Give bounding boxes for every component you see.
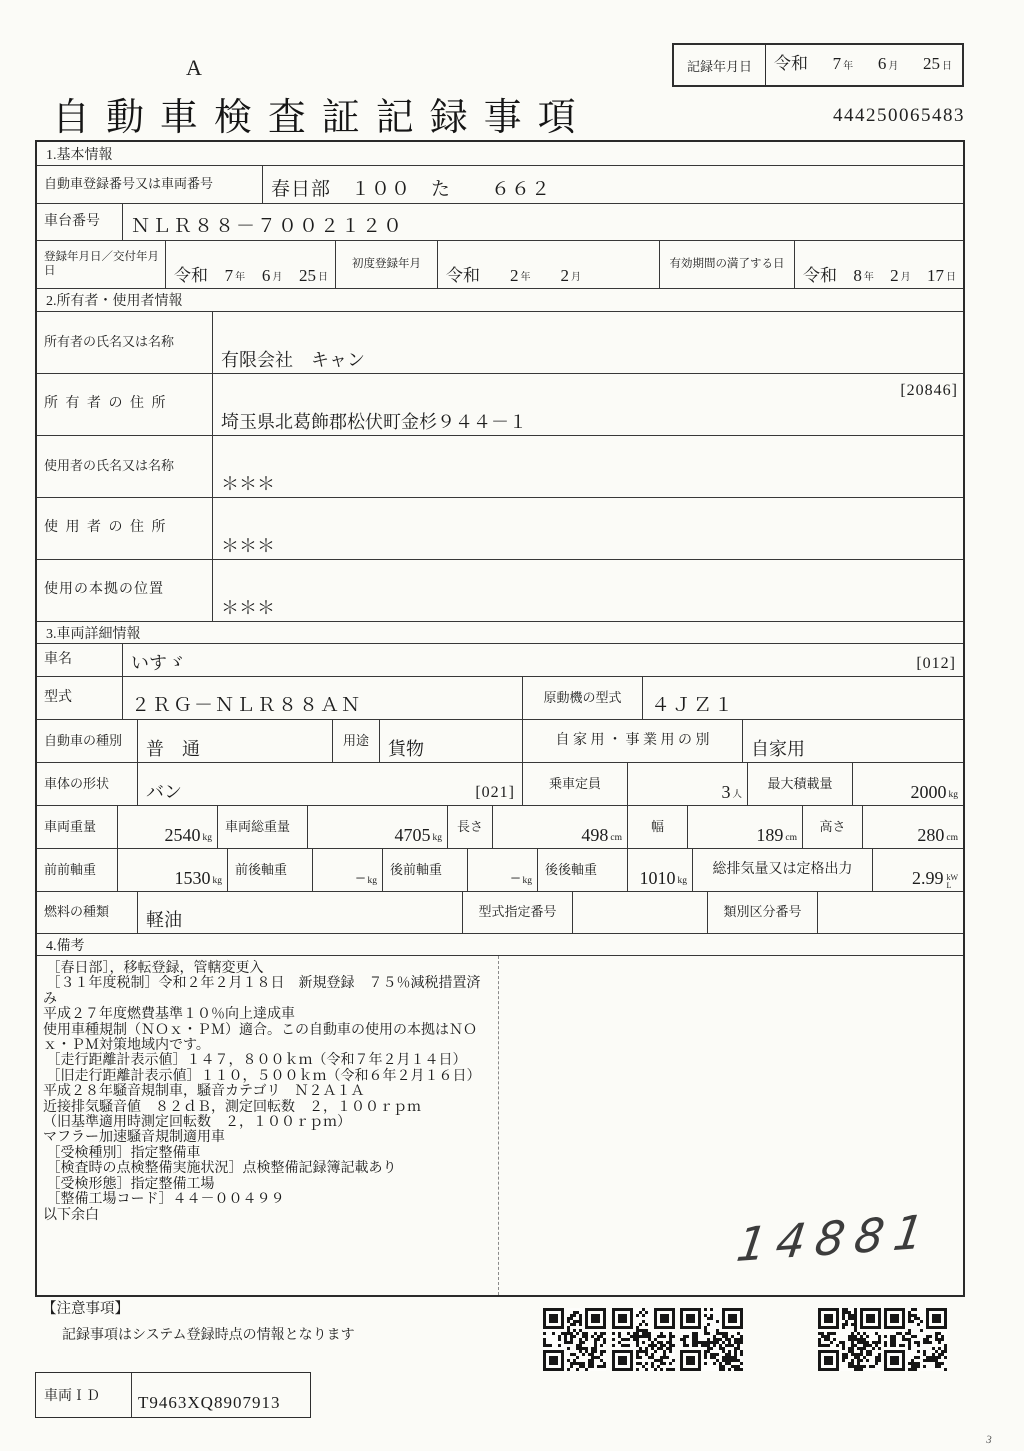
certificate-table xyxy=(35,140,965,1297)
weight-value: 2540 kg xyxy=(117,806,217,848)
remark-line: ［受検種別］指定整備車 xyxy=(43,1145,201,1161)
corner-scan-mark: 3 xyxy=(984,1433,993,1447)
date-day: 25 日 xyxy=(298,266,328,286)
private-business-label: 自 家 用 ・ 事 業 用 の 別 xyxy=(522,720,742,762)
first-registration-date xyxy=(446,267,652,285)
section-vehicle-heading: 3.車両詳細情報 xyxy=(37,621,963,643)
remark-line: ［走行距離計表示値］１４７，８００ｋｍ（令和７年２月１４日） xyxy=(43,1053,467,1069)
engine-model-value: ４ＪＺ１ xyxy=(642,677,963,719)
expiry-date-value xyxy=(794,241,963,288)
length-label: 長さ xyxy=(447,806,492,848)
owner-address-code: [20846] xyxy=(900,382,958,399)
row-fuel-type xyxy=(37,891,963,933)
max-load-label: 最大積載量 xyxy=(747,763,852,805)
vehicle-id-label: 車両ＩＤ xyxy=(36,1373,132,1417)
row-registration-number xyxy=(37,165,963,203)
base-location-value: ＊＊＊ xyxy=(212,560,963,621)
date-month: 6 月 xyxy=(877,54,899,73)
model-label: 型式 xyxy=(44,689,72,705)
height-label: 高さ xyxy=(802,806,862,848)
remark-line: ［春日部］，移転登録，管轄変更入 xyxy=(43,961,264,976)
expiry-date xyxy=(803,267,956,285)
base-location-label: 使用の本拠の位置 xyxy=(44,582,164,598)
row-base-location xyxy=(37,559,963,621)
remark-line: 平成２７年度燃費基準１０％向上達成車 xyxy=(43,1007,295,1023)
registration-number-label: 自動車登録番号又は車両番号 xyxy=(44,176,214,192)
expiry-date-label: 有効期間の満了する日 xyxy=(659,241,794,288)
row-owner-address xyxy=(37,373,963,435)
row-user-address xyxy=(37,497,963,559)
date-year: 7 年 xyxy=(832,54,854,73)
category-value: 普 通 xyxy=(137,720,332,762)
row-vehicle-name xyxy=(37,643,963,676)
owner-name-label: 所有者の氏名又は名称 xyxy=(44,334,175,350)
remark-line: ［３１年度税制］令和２年２月１８日 新規登録 ７５％減税措置済 xyxy=(43,976,481,992)
registration-number-value: 春日部 １００ た ６６２ xyxy=(262,166,963,203)
chassis-number-label: 車台番号 xyxy=(44,213,100,229)
section-owner-heading: 2.所有者・使用者情報 xyxy=(37,288,963,311)
row-chassis-number xyxy=(37,203,963,240)
model-value: ２ＲＧ－ＮＬＲ８８ＡＮ xyxy=(122,677,522,719)
displacement-label: 総排気量又は定格出力 xyxy=(692,849,872,891)
user-name-label: 使用者の氏名又は名称 xyxy=(44,458,175,474)
row-weights-dimensions xyxy=(37,805,963,848)
capacity-label: 乗車定員 xyxy=(522,763,627,805)
first-registration-label: 初度登録年月 xyxy=(335,241,437,288)
remark-line: ［検査時の点検整備実施状況］点検整備記録簿記載あり xyxy=(43,1161,397,1177)
section-remarks-heading: 4.備考 xyxy=(37,933,963,955)
date-day: 25 日 xyxy=(922,54,952,73)
axle-rf-value: − kg xyxy=(467,849,537,891)
notice-title: 【注意事項】 xyxy=(42,1301,129,1317)
date-year: 2 年 xyxy=(510,266,531,286)
body-shape-value: バン [021] xyxy=(137,763,522,805)
axle-fr-value: − kg xyxy=(312,849,382,891)
class-code-value xyxy=(817,892,963,933)
section-basic-heading: 1.基本情報 xyxy=(46,147,113,163)
width-label: 幅 xyxy=(627,806,687,848)
vehicle-name-label: 車名 xyxy=(44,651,72,667)
remark-line: ［整備工場コード］４４－００４９９ xyxy=(43,1192,285,1208)
registration-date xyxy=(174,267,328,285)
axle-rr-label: 後後軸重 xyxy=(537,849,627,891)
private-business-value: 自家用 xyxy=(742,720,963,762)
row-user-name xyxy=(37,435,963,497)
fuel-label: 燃料の種類 xyxy=(44,904,110,920)
notice-body: 記録事項はシステム登録時点の情報となります xyxy=(62,1328,355,1343)
user-name-value: ＊＊＊ xyxy=(212,436,963,497)
date-month: 2 月 xyxy=(890,266,911,286)
remark-line: ｘ・ＰＭ対策地域内です。 xyxy=(43,1038,210,1054)
user-address-value: ＊＊＊ xyxy=(212,498,963,559)
remarks-box xyxy=(37,955,963,1295)
width-value: 189 cm xyxy=(687,806,802,848)
era-text: 令和 xyxy=(774,54,808,73)
date-day: 17 日 xyxy=(926,266,956,286)
remarks-text-column xyxy=(37,956,499,1295)
owner-name-value: 有限会社 キャン xyxy=(212,312,963,373)
first-registration-value xyxy=(437,241,659,288)
doc-serial-number: 444250065483 xyxy=(833,105,965,126)
owner-address-label: 所 有 者 の 住 所 xyxy=(44,396,168,412)
vehicle-id-box xyxy=(35,1372,311,1418)
body-shape-label: 車体の形状 xyxy=(44,775,110,791)
remark-line: ［旧走行距離計表示値］１１０，５００ｋｍ（令和６年２月１６日） xyxy=(43,1068,481,1084)
axle-fr-label: 前後軸重 xyxy=(227,849,312,891)
record-date xyxy=(774,49,952,74)
remark-line: ［受検形態］指定整備工場 xyxy=(43,1176,215,1192)
row-category-use xyxy=(37,719,963,762)
date-year: 7 年 xyxy=(224,266,246,286)
user-address-label: 使 用 者 の 住 所 xyxy=(44,520,168,536)
record-date-value xyxy=(766,45,962,85)
qr-code xyxy=(818,1308,881,1371)
use-label: 用途 xyxy=(332,720,379,762)
vehicle-name-code: [012] xyxy=(916,655,956,673)
gross-weight-label: 車両総重量 xyxy=(217,806,307,848)
row-dates xyxy=(37,240,963,288)
height-value: 280 cm xyxy=(862,806,963,848)
body-shape-code: [021] xyxy=(475,784,515,802)
era-text: 令和 xyxy=(174,266,208,286)
remark-line: 使用車種規制（ＮＯｘ・ＰＭ）適合。この自動車の使用の本拠はＮＯ xyxy=(43,1022,477,1038)
vehicle-name-value: いすゞ [012] xyxy=(122,644,963,676)
weight-label: 車両重量 xyxy=(44,818,97,834)
displacement-unit: kW L xyxy=(946,873,958,890)
row-axle-weights xyxy=(37,848,963,891)
type-approval-label: 型式指定番号 xyxy=(462,892,572,933)
row-model xyxy=(37,676,963,719)
remark-line: 近接排気騒音値 ８２ｄＢ，測定回転数 ２，１００ｒｐｍ xyxy=(43,1099,421,1115)
class-code-label: 類別区分番号 xyxy=(707,892,817,933)
gross-weight-value: 4705 kg xyxy=(307,806,447,848)
engine-model-label: 原動機の型式 xyxy=(522,677,642,719)
fuel-value: 軽油 xyxy=(137,892,462,933)
page-title: 自動車検査証記録事項 xyxy=(52,97,592,139)
category-label: 自動車の種別 xyxy=(44,732,123,748)
remark-line: （旧基準適用時測定回転数 ２，１００ｒｐｍ） xyxy=(43,1115,351,1131)
date-year: 8 年 xyxy=(853,266,874,286)
displacement-value: 2.99 kW L xyxy=(872,849,963,891)
length-value: 498 cm xyxy=(492,806,627,848)
era-text: 令和 xyxy=(446,266,480,286)
use-value: 貨物 xyxy=(379,720,522,762)
qr-code xyxy=(543,1308,606,1371)
registration-date-label: 登録年月日／交付年月日 xyxy=(44,251,159,277)
registration-date-value xyxy=(165,241,335,288)
axle-ff-label: 前前軸重 xyxy=(44,861,97,877)
qr-code xyxy=(884,1308,947,1371)
capacity-value: 3 人 xyxy=(627,763,747,805)
axle-ff-value: 1530 kg xyxy=(117,849,227,891)
date-month: 6 月 xyxy=(261,266,283,286)
axle-rr-value: 1010 kg xyxy=(627,849,692,891)
record-date-box xyxy=(672,43,964,87)
handwritten-number: 14881 xyxy=(733,1203,937,1273)
remark-line: マフラー加速騒音規制適用車 xyxy=(43,1130,225,1146)
date-month: 2 月 xyxy=(560,266,581,286)
max-load-value: 2000 kg xyxy=(852,763,963,805)
qr-code xyxy=(612,1308,675,1371)
row-body-capacity-load xyxy=(37,762,963,805)
row-owner-name xyxy=(37,311,963,373)
chassis-number-value: ＮＬＲ８８－７００２１２０ xyxy=(122,204,963,240)
qr-code xyxy=(680,1308,743,1371)
axle-rf-label: 後前軸重 xyxy=(382,849,467,891)
era-text: 令和 xyxy=(803,266,837,286)
remark-line: 平成２８年騒音規制車，騒音カテゴリ Ｎ２Ａ１Ａ xyxy=(43,1084,365,1100)
vehicle-id-value: T9463XQ8907913 xyxy=(138,1393,281,1412)
remark-line: み xyxy=(43,991,57,1007)
owner-address-value: 埼玉県北葛飾郡松伏町金杉９４４－１ [20846] xyxy=(212,374,963,435)
type-approval-value xyxy=(572,892,707,933)
record-date-label: 記録年月日 xyxy=(674,45,766,85)
page-corner-letter: A xyxy=(186,55,202,80)
remark-line: 以下余白 xyxy=(43,1207,99,1223)
